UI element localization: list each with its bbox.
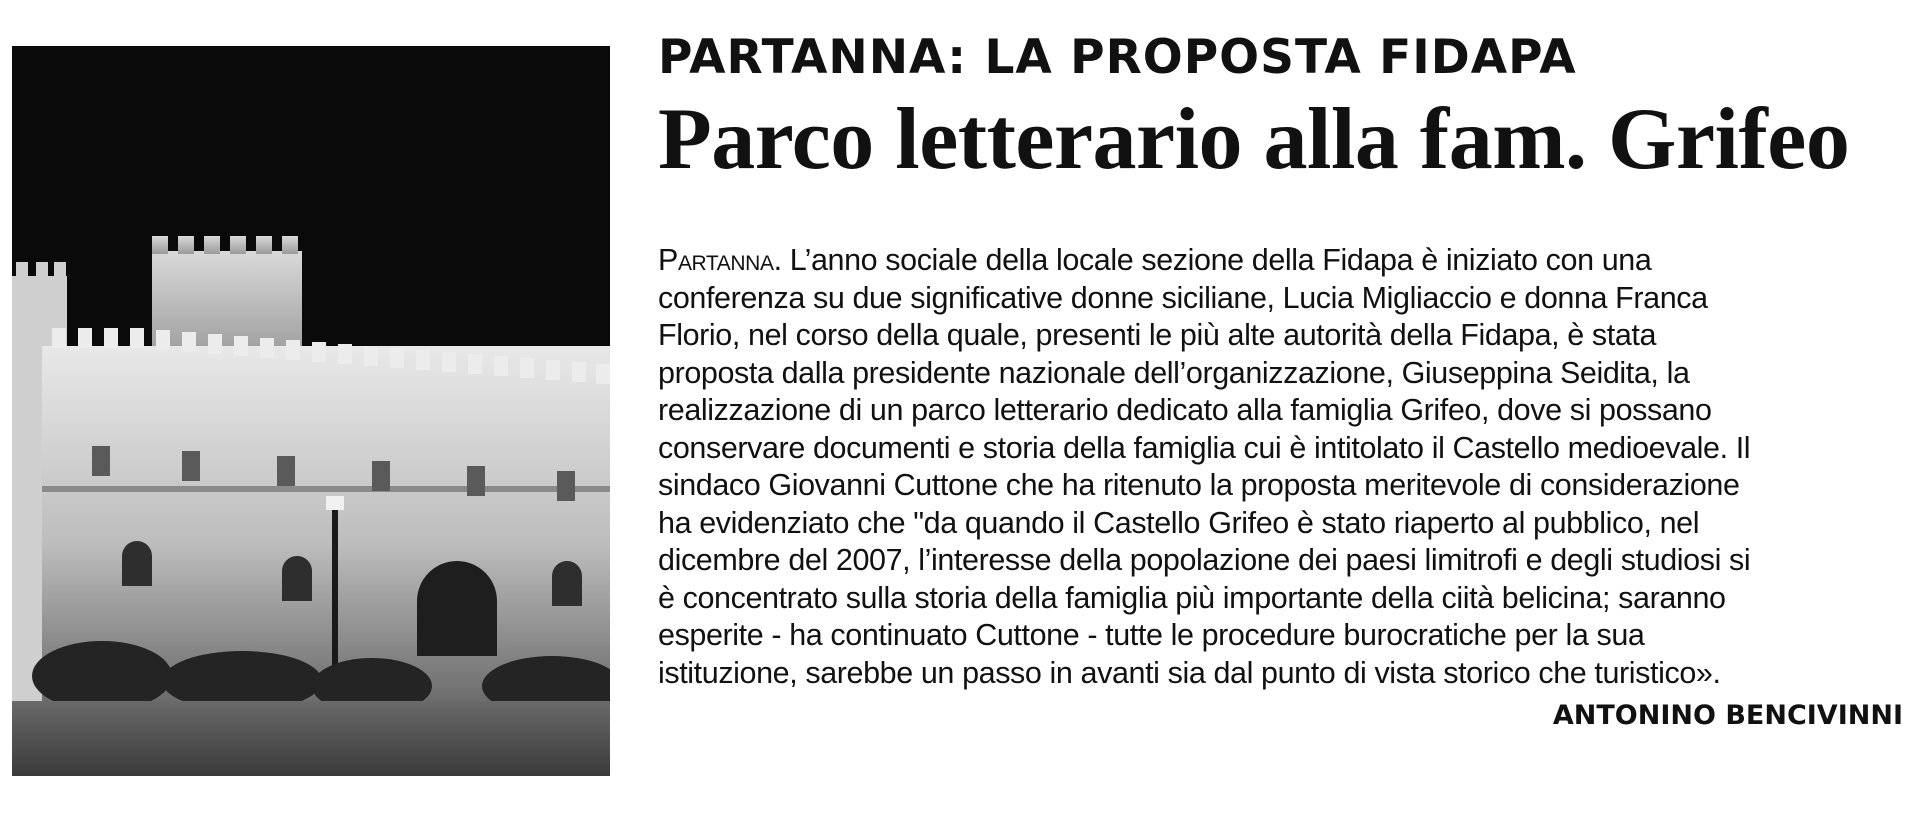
article-headline: Parco letterario alla fam. Grifeo xyxy=(658,91,1850,188)
castle-photo xyxy=(12,46,610,776)
body-line: istituzione, sarebbe un passo in avanti sia dal punto di vista storico che turistico». xyxy=(658,655,1721,690)
body-line: dicembre del 2007, l’interesse della popolazione dei paesi limitrofi e degli studiosi si xyxy=(658,543,1751,577)
body-line: conservare documenti e storia della famiglia cui è intitolato il Castello medioevale. Il xyxy=(658,430,1751,465)
body-line: esperite - ha continuato Cuttone - tutte le procedure burocratiche per la sua xyxy=(658,618,1645,652)
body-line: sindaco Giovanni Cuttone che ha ritenuto la proposta meritevole di considerazione xyxy=(658,468,1740,502)
body-line: realizzazione di un parco letterario dedicato alla famiglia Grifeo, dove si possano xyxy=(658,393,1712,427)
article-byline: ANTONINO BENCIVINNI xyxy=(1552,700,1903,731)
article-body xyxy=(658,242,1903,692)
body-line: ha evidenziato che "da quando il Castello Grifeo è stato riaperto al pubblico, nel xyxy=(658,505,1700,540)
body-line: è concentrato sulla storia della famiglia più importante della ciità belicina; saranno xyxy=(658,580,1726,615)
dateline: Partanna xyxy=(658,243,774,277)
body-line: proposta dalla presidente nazionale dell’organizzazione, Giuseppina Seidita, la xyxy=(658,355,1690,390)
article xyxy=(658,26,1903,734)
body-line: Florio, nel corso della quale, presenti le più alte autorità della Fidapa, è stata xyxy=(658,318,1657,352)
article-kicker: PARTANNA: LA PROPOSTA FIDAPA xyxy=(658,30,1577,85)
body-line-text: . L’anno sociale della locale sezione della Fidapa è iniziato con una xyxy=(773,243,1652,277)
body-line: conferenza su due significative donne siciliane, Lucia Migliaccio e donna Franca xyxy=(658,280,1708,315)
body-line xyxy=(658,242,1903,280)
castle-illustration xyxy=(12,46,610,776)
